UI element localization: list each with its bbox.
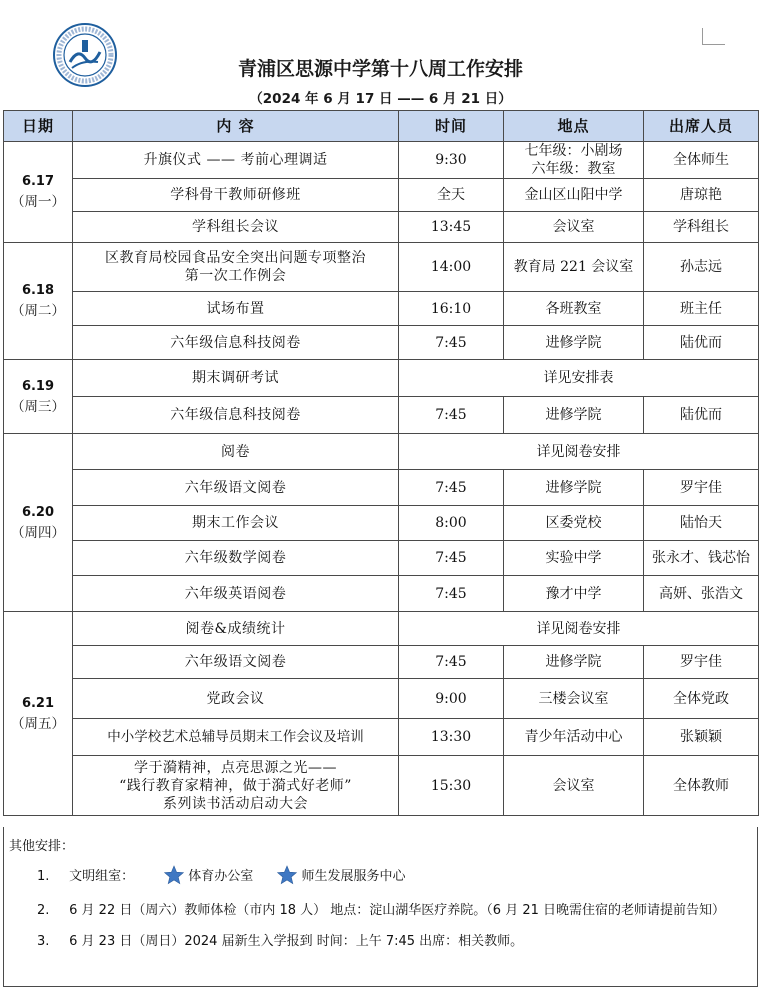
row-time: 7:45 xyxy=(399,470,504,506)
col-header-content: 内 容 xyxy=(73,111,399,142)
table-row xyxy=(4,576,759,612)
row-place-line1: 七年级：小剧场 xyxy=(524,143,623,159)
row-attendees: 唐琼艳 xyxy=(644,179,759,212)
day-weekday: （周二） xyxy=(11,303,65,319)
row-time: 13:30 xyxy=(399,719,504,756)
item-number: 1. xyxy=(37,869,50,884)
col-header-attendees: 出席人员 xyxy=(644,111,759,142)
table-row xyxy=(4,434,759,470)
day-date: 6.17 xyxy=(21,174,55,189)
table-row xyxy=(4,212,759,243)
other-item-1 xyxy=(37,865,405,885)
row-content: 六年级语文阅卷 xyxy=(73,470,399,506)
row-content: 党政会议 xyxy=(73,679,399,719)
row-time: 9:30 xyxy=(399,142,504,179)
row-content: 六年级英语阅卷 xyxy=(73,576,399,612)
day-weekday: （周五） xyxy=(11,715,65,732)
row-place: 会议室 xyxy=(504,212,644,243)
star-icon xyxy=(164,865,184,885)
table-row xyxy=(4,142,759,179)
row-content: 阅卷&成绩统计 xyxy=(73,612,399,646)
row-content: 升旗仪式 —— 考前心理调适 xyxy=(73,142,399,179)
table-row xyxy=(4,292,759,326)
table-header-row xyxy=(4,111,759,142)
page-corner-mark xyxy=(702,28,725,45)
table-row xyxy=(4,243,759,292)
row-attendees: 学科组长 xyxy=(644,212,759,243)
table-row xyxy=(4,470,759,506)
row-attendees: 全体党政 xyxy=(644,679,759,719)
row-content: 期末工作会议 xyxy=(73,506,399,541)
day-cell xyxy=(4,142,73,243)
row-place: 三楼会议室 xyxy=(504,679,644,719)
row-time: 7:45 xyxy=(399,326,504,360)
row-content-line2: “践行教育家精神，做于漪式好老师” xyxy=(119,777,352,794)
row-time: 7:45 xyxy=(399,541,504,576)
row-place: 会议室 xyxy=(504,756,644,816)
row-place: 各班教室 xyxy=(504,292,644,326)
day-weekday: （周四） xyxy=(11,524,65,541)
item-number: 3. xyxy=(37,934,50,949)
item-text: 6 月 22 日（周六）教师体检（市内 18 人） 地点：淀山湖华医疗养院。（6 月 21 日晚需住宿的老师请提前告知） xyxy=(69,903,726,918)
col-header-place: 地点 xyxy=(504,111,644,142)
row-content: 学科组长会议 xyxy=(73,212,399,243)
star-icon xyxy=(277,865,297,885)
row-place: 进修学院 xyxy=(504,326,644,360)
star-label-1: 体育办公室 xyxy=(188,869,254,884)
item-number: 2. xyxy=(37,903,50,918)
row-content xyxy=(73,756,399,816)
row-merged-note: 详见阅卷安排 xyxy=(399,612,759,646)
row-place: 金山区山阳中学 xyxy=(504,179,644,212)
other-arrangements xyxy=(3,827,758,987)
table-row xyxy=(4,612,759,646)
row-attendees: 陆怡天 xyxy=(644,506,759,541)
other-title: 其他安排： xyxy=(9,839,75,854)
row-time: 9:00 xyxy=(399,679,504,719)
table-row xyxy=(4,397,759,434)
row-time: 7:45 xyxy=(399,576,504,612)
row-place: 青少年活动中心 xyxy=(504,719,644,756)
row-merged-note: 详见安排表 xyxy=(399,360,759,397)
table-row xyxy=(4,646,759,679)
row-attendees: 陆优而 xyxy=(644,397,759,434)
item-text: 6 月 23 日（周日）2024 届新生入学报到 时间：上午 7:45 出席：相关教师。 xyxy=(69,934,524,949)
schedule-table xyxy=(3,110,759,816)
row-place: 区委党校 xyxy=(504,506,644,541)
row-time: 8:00 xyxy=(399,506,504,541)
row-attendees: 全体师生 xyxy=(644,142,759,179)
row-time: 14:00 xyxy=(399,243,504,292)
page-title: 青浦区思源中学第十八周工作安排 xyxy=(237,58,523,80)
other-item-3 xyxy=(37,930,523,949)
item-label: 文明组室： xyxy=(69,869,135,884)
table-row xyxy=(4,719,759,756)
row-time: 16:10 xyxy=(399,292,504,326)
table-row xyxy=(4,326,759,360)
row-place: 进修学院 xyxy=(504,397,644,434)
day-weekday: （周一） xyxy=(11,194,65,210)
row-place: 进修学院 xyxy=(504,646,644,679)
star-label-2: 师生发展服务中心 xyxy=(301,869,406,884)
row-place xyxy=(504,142,644,179)
row-time: 13:45 xyxy=(399,212,504,243)
row-time: 7:45 xyxy=(399,646,504,679)
row-time: 7:45 xyxy=(399,397,504,434)
row-place: 豫才中学 xyxy=(504,576,644,612)
table-row xyxy=(4,756,759,816)
row-place: 教育局 221 会议室 xyxy=(504,243,644,292)
row-content: 期末调研考试 xyxy=(73,360,399,397)
col-header-date: 日期 xyxy=(4,111,73,142)
row-content: 六年级信息科技阅卷 xyxy=(73,326,399,360)
row-attendees: 罗宇佳 xyxy=(644,470,759,506)
table-row xyxy=(4,360,759,397)
day-cell xyxy=(4,360,73,434)
day-date: 6.21 xyxy=(21,695,55,711)
row-content-line2: 第一次工作例会 xyxy=(184,268,287,284)
row-content: 六年级信息科技阅卷 xyxy=(73,397,399,434)
table-row xyxy=(4,179,759,212)
day-weekday: （周三） xyxy=(11,398,65,415)
row-place-line2: 六年级：教室 xyxy=(531,161,616,177)
row-content: 阅卷 xyxy=(73,434,399,470)
page-subtitle: （2024 年 6 月 17 日 —— 6 月 21 日） xyxy=(249,91,512,107)
row-time: 15:30 xyxy=(399,756,504,816)
row-content: 学科骨干教师研修班 xyxy=(73,179,399,212)
day-cell xyxy=(4,434,73,612)
row-content xyxy=(73,243,399,292)
row-merged-note: 详见阅卷安排 xyxy=(399,434,759,470)
row-content-line1: 区教育局校园食品安全突出问题专项整治 xyxy=(105,250,366,266)
row-content: 中小学校艺术总辅导员期末工作会议及培训 xyxy=(73,719,399,756)
day-cell xyxy=(4,612,73,816)
row-attendees: 张颖颖 xyxy=(644,719,759,756)
row-content-line1: 学于漪精神，点亮思源之光—— xyxy=(134,759,337,776)
row-attendees: 罗宇佳 xyxy=(644,646,759,679)
row-content: 六年级数学阅卷 xyxy=(73,541,399,576)
day-date: 6.20 xyxy=(21,504,55,520)
row-attendees: 高妍、张浩文 xyxy=(644,576,759,612)
row-attendees: 陆优而 xyxy=(644,326,759,360)
row-attendees: 班主任 xyxy=(644,292,759,326)
row-place: 实验中学 xyxy=(504,541,644,576)
row-attendees: 张永才、钱芯怡 xyxy=(644,541,759,576)
row-content: 六年级语文阅卷 xyxy=(73,646,399,679)
col-header-time: 时间 xyxy=(399,111,504,142)
day-date: 6.18 xyxy=(21,283,55,298)
other-item-2 xyxy=(37,899,725,918)
day-date: 6.19 xyxy=(21,378,55,394)
table-row xyxy=(4,679,759,719)
row-place: 进修学院 xyxy=(504,470,644,506)
row-attendees: 全体教师 xyxy=(644,756,759,816)
table-row xyxy=(4,506,759,541)
row-attendees: 孙志远 xyxy=(644,243,759,292)
row-content: 试场布置 xyxy=(73,292,399,326)
row-time: 全天 xyxy=(399,179,504,212)
table-row xyxy=(4,541,759,576)
day-cell xyxy=(4,243,73,360)
row-content-line3: 系列读书活动启动大会 xyxy=(163,795,308,812)
